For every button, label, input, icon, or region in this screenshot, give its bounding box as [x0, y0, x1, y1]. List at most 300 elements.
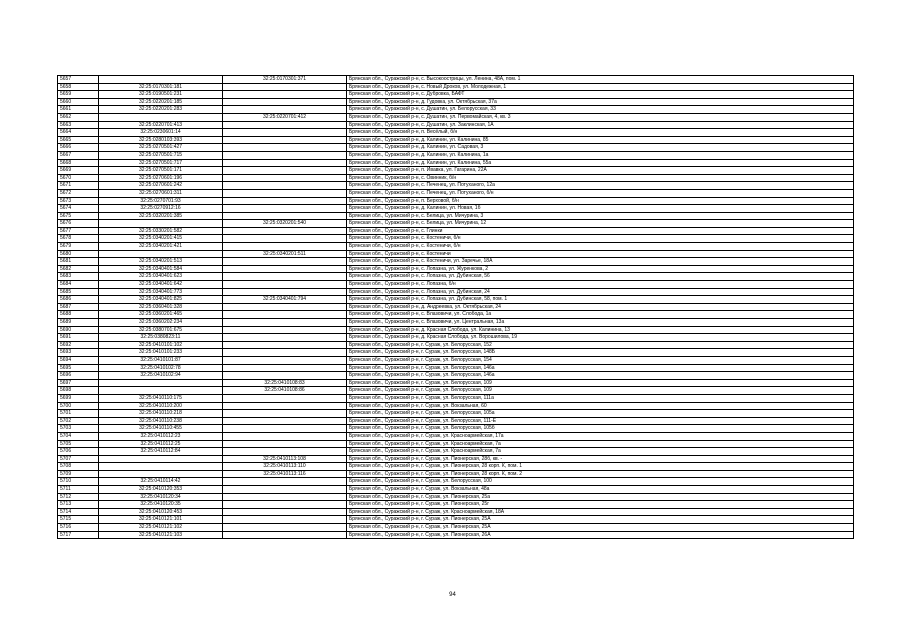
- cadastral-number-cell: 32:25:0230601:14: [99, 129, 223, 137]
- cadastral-number-cell: [99, 250, 223, 258]
- building-cadastral-number-cell: [223, 212, 347, 220]
- row-number-cell: 5659: [58, 91, 99, 99]
- address-cell: Брянская обл., Суражский р-н, г. Сураж, ул. Белорусская, 111а: [347, 394, 854, 402]
- address-cell: Брянская обл., Суражский р-н, п. Ивавка, ул. Гагарина, 22А: [347, 167, 854, 175]
- table-row: [58, 243, 854, 251]
- table-row: [58, 531, 854, 539]
- building-cadastral-number-cell: [223, 508, 347, 516]
- address-cell: Брянская обл., Суражский р-н, г. Сураж, ул. Пионерская, 28 корп. К, пом. 1: [347, 463, 854, 471]
- cadastral-number-cell: 32:25:0410101:233: [99, 349, 223, 357]
- row-number-cell: 5658: [58, 83, 99, 91]
- cadastral-number-cell: 32:25:0380701:675: [99, 326, 223, 334]
- table-row: [58, 425, 854, 433]
- address-cell: Брянская обл., Суражский р-н, г. Сураж, ул. Белорусская, 105а: [347, 410, 854, 418]
- table-row: [58, 258, 854, 266]
- cadastral-number-cell: 32:25:0340401:642: [99, 281, 223, 289]
- cadastral-number-cell: 32:25:0360201:465: [99, 311, 223, 319]
- address-cell: Брянская обл., Суражский р-н, с. Душатин, ул. Заклинская, 1А: [347, 121, 854, 129]
- row-number-cell: 5702: [58, 417, 99, 425]
- cadastral-number-cell: 32:25:0410102:78: [99, 364, 223, 372]
- address-cell: Брянская обл., Суражский р-н, с. Костеничи, б/н: [347, 243, 854, 251]
- cadastral-number-cell: 32:25:0410120:35: [99, 501, 223, 509]
- row-number-cell: 5665: [58, 136, 99, 144]
- address-cell: Брянская обл., Суражский р-н, с. Костеничи, б/н: [347, 235, 854, 243]
- row-number-cell: 5707: [58, 455, 99, 463]
- cadastral-number-cell: 32:25:0270501:427: [99, 144, 223, 152]
- building-cadastral-number-cell: 32:25:0410108:83: [223, 379, 347, 387]
- building-cadastral-number-cell: [223, 478, 347, 486]
- cadastral-number-cell: [99, 113, 223, 121]
- address-cell: Брянская обл., Суражский р-н, г. Сураж, ул. Пионерская, 25а: [347, 493, 854, 501]
- table-row: [58, 136, 854, 144]
- table-row: [58, 326, 854, 334]
- row-number-cell: 5692: [58, 341, 99, 349]
- cadastral-number-cell: 32:25:0410101:87: [99, 356, 223, 364]
- row-number-cell: 5689: [58, 319, 99, 327]
- table-row: [58, 113, 854, 121]
- table-row: [58, 478, 854, 486]
- table-row: [58, 167, 854, 175]
- row-number-cell: 5676: [58, 220, 99, 228]
- cadastral-number-cell: 32:25:0270701:93: [99, 197, 223, 205]
- registry-table: [57, 75, 854, 539]
- table-row: [58, 432, 854, 440]
- cadastral-number-cell: 32:25:0410120:34: [99, 493, 223, 501]
- table-row: [58, 486, 854, 494]
- cadastral-number-cell: [99, 387, 223, 395]
- row-number-cell: 5683: [58, 273, 99, 281]
- cadastral-number-cell: 32:25:0410112:23: [99, 432, 223, 440]
- address-cell: Брянская обл., Суражский р-н, г. Сураж, ул. Белорусская, 100: [347, 478, 854, 486]
- building-cadastral-number-cell: [223, 432, 347, 440]
- row-number-cell: 5699: [58, 394, 99, 402]
- table-row: [58, 212, 854, 220]
- building-cadastral-number-cell: [223, 182, 347, 190]
- cadastral-number-cell: 32:25:0410120:353: [99, 486, 223, 494]
- building-cadastral-number-cell: [223, 258, 347, 266]
- row-number-cell: 5675: [58, 212, 99, 220]
- cadastral-number-cell: 32:25:0410110:238: [99, 417, 223, 425]
- address-cell: Брянская обл., Суражский р-н, д. Калинин, ул. Садовая, 3: [347, 144, 854, 152]
- building-cadastral-number-cell: [223, 189, 347, 197]
- building-cadastral-number-cell: [223, 167, 347, 175]
- address-cell: Брянская обл., Суражский р-н, г. Сураж, ул. Пионерская, 25А: [347, 524, 854, 532]
- row-number-cell: 5663: [58, 121, 99, 129]
- building-cadastral-number-cell: [223, 326, 347, 334]
- row-number-cell: 5717: [58, 531, 99, 539]
- building-cadastral-number-cell: 32:25:0340201:511: [223, 250, 347, 258]
- building-cadastral-number-cell: [223, 364, 347, 372]
- row-number-cell: 5695: [58, 364, 99, 372]
- building-cadastral-number-cell: [223, 356, 347, 364]
- row-number-cell: 5667: [58, 151, 99, 159]
- building-cadastral-number-cell: 32:25:0410113:110: [223, 463, 347, 471]
- address-cell: Брянская обл., Суражский р-н, с. Белица, ул. Мичурина, 3: [347, 212, 854, 220]
- table-row: [58, 440, 854, 448]
- building-cadastral-number-cell: [223, 319, 347, 327]
- cadastral-number-cell: 32:25:0410121:103: [99, 531, 223, 539]
- building-cadastral-number-cell: [223, 281, 347, 289]
- table-row: [58, 493, 854, 501]
- row-number-cell: 5696: [58, 372, 99, 380]
- building-cadastral-number-cell: [223, 83, 347, 91]
- table-row: [58, 83, 854, 91]
- table-row: [58, 341, 854, 349]
- address-cell: Брянская обл., Суражский р-н, д. Калинин, ул. Новая, 1б: [347, 205, 854, 213]
- cadastral-number-cell: 32:25:0270912:16: [99, 205, 223, 213]
- row-number-cell: 5662: [58, 113, 99, 121]
- row-number-cell: 5686: [58, 296, 99, 304]
- cadastral-number-cell: 32:25:0410121:102: [99, 524, 223, 532]
- address-cell: Брянская обл., Суражский р-н, г. Сураж, ул. Белорусская, 105б: [347, 425, 854, 433]
- cadastral-number-cell: 32:25:0330201:582: [99, 227, 223, 235]
- row-number-cell: 5706: [58, 448, 99, 456]
- cadastral-number-cell: 32:25:0410120:453: [99, 508, 223, 516]
- table-row: [58, 235, 854, 243]
- table-row: [58, 319, 854, 327]
- building-cadastral-number-cell: [223, 98, 347, 106]
- address-cell: Брянская обл., Суражский р-н, с. Печенец, ул. Потуханого, б/н: [347, 189, 854, 197]
- address-cell: Брянская обл., Суражский р-н, с. Новый Дроков, ул. Молодежная, 1: [347, 83, 854, 91]
- address-cell: Брянская обл., Суражский р-н, г. Сураж, ул. Пионерская, 25А: [347, 516, 854, 524]
- table-row: [58, 76, 854, 84]
- cadastral-number-cell: 32:25:0410112:25: [99, 440, 223, 448]
- building-cadastral-number-cell: [223, 394, 347, 402]
- row-number-cell: 5693: [58, 349, 99, 357]
- address-cell: Брянская обл., Суражский р-н, с. Лопазна, ул. Журенкова, 2: [347, 265, 854, 273]
- row-number-cell: 5715: [58, 516, 99, 524]
- building-cadastral-number-cell: [223, 493, 347, 501]
- row-number-cell: 5664: [58, 129, 99, 137]
- row-number-cell: 5670: [58, 174, 99, 182]
- row-number-cell: 5682: [58, 265, 99, 273]
- cadastral-number-cell: 32:25:0270601:242: [99, 182, 223, 190]
- building-cadastral-number-cell: [223, 106, 347, 114]
- building-cadastral-number-cell: [223, 341, 347, 349]
- building-cadastral-number-cell: [223, 334, 347, 342]
- table-row: [58, 501, 854, 509]
- address-cell: Брянская обл., Суражский р-н, д. Калинин, ул. Калинина, 1а: [347, 151, 854, 159]
- address-cell: Брянская обл., Суражский р-н, г. Сураж, ул. Красноармейская, 17а: [347, 432, 854, 440]
- row-number-cell: 5669: [58, 167, 99, 175]
- address-cell: Брянская обл., Суражский р-н, с. Высокоострицы, ул. Ленина, 48А, пом. 1: [347, 76, 854, 84]
- table-row: [58, 106, 854, 114]
- cadastral-number-cell: 32:25:0270601:196: [99, 174, 223, 182]
- address-cell: Брянская обл., Суражский р-н, г. Сураж, ул. Вокзальная, 48а: [347, 486, 854, 494]
- table-row: [58, 402, 854, 410]
- building-cadastral-number-cell: [223, 402, 347, 410]
- row-number-cell: 5713: [58, 501, 99, 509]
- building-cadastral-number-cell: [223, 486, 347, 494]
- row-number-cell: 5705: [58, 440, 99, 448]
- building-cadastral-number-cell: [223, 91, 347, 99]
- row-number-cell: 5657: [58, 76, 99, 84]
- address-cell: Брянская обл., Суражский р-н, с. Печенец, ул. Потуханого, 12а: [347, 182, 854, 190]
- row-number-cell: 5716: [58, 524, 99, 532]
- building-cadastral-number-cell: [223, 174, 347, 182]
- address-cell: Брянская обл., Суражский р-н, с. Лопазна, ул. Дубинская, 58, пом. 1: [347, 296, 854, 304]
- cadastral-number-cell: 32:25:0410101:102: [99, 341, 223, 349]
- address-cell: Брянская обл., Суражский р-н, г. Сураж, ул. Белорусская, 154: [347, 356, 854, 364]
- table-row: [58, 394, 854, 402]
- building-cadastral-number-cell: 32:25:0410113:108: [223, 455, 347, 463]
- table-row: [58, 250, 854, 258]
- row-number-cell: 5698: [58, 387, 99, 395]
- cadastral-number-cell: 32:25:0340201:415: [99, 235, 223, 243]
- cadastral-number-cell: [99, 455, 223, 463]
- address-cell: Брянская обл., Суражский р-н, с. Дубровка, БАФТ: [347, 91, 854, 99]
- building-cadastral-number-cell: 32:25:0320201:540: [223, 220, 347, 228]
- row-number-cell: 5677: [58, 227, 99, 235]
- address-cell: Брянская обл., Суражский р-н, д. Красная Слобода, ул. Калинина, 13: [347, 326, 854, 334]
- cadastral-number-cell: [99, 76, 223, 84]
- table-row: [58, 174, 854, 182]
- cadastral-number-cell: 32:25:0410114:42: [99, 478, 223, 486]
- address-cell: Брянская обл., Суражский р-н, д. Красная Слобода, ул. Ворошилова, 19: [347, 334, 854, 342]
- building-cadastral-number-cell: [223, 136, 347, 144]
- address-cell: Брянская обл., Суражский р-н, с. Белица, ул. Мичурина, 12: [347, 220, 854, 228]
- cadastral-number-cell: 32:25:0360401:328: [99, 303, 223, 311]
- table-row: [58, 159, 854, 167]
- address-cell: Брянская обл., Суражский р-н, г. Сураж, ул. Вокзальная, 60: [347, 402, 854, 410]
- address-cell: Брянская обл., Суражский р-н, д. Калинин, ул. Калинина, 55а: [347, 159, 854, 167]
- table-row: [58, 349, 854, 357]
- row-number-cell: 5681: [58, 258, 99, 266]
- address-cell: Брянская обл., Суражский р-н, г. Сураж, ул. Белорусская, 109: [347, 379, 854, 387]
- table-row: [58, 189, 854, 197]
- row-number-cell: 5688: [58, 311, 99, 319]
- table-row: [58, 227, 854, 235]
- cadastral-number-cell: 32:25:0220201:283: [99, 106, 223, 114]
- address-cell: Брянская обл., Суражский р-н, г. Сураж, ул. Пионерская, 28б, кв. -: [347, 455, 854, 463]
- table-row: [58, 220, 854, 228]
- row-number-cell: 5687: [58, 303, 99, 311]
- address-cell: Брянская обл., Суражский р-н, г. Сураж, ул. Белорусская, 146а: [347, 364, 854, 372]
- building-cadastral-number-cell: [223, 288, 347, 296]
- building-cadastral-number-cell: 32:25:0220701:412: [223, 113, 347, 121]
- cadastral-number-cell: 32:25:0340401:773: [99, 288, 223, 296]
- row-number-cell: 5712: [58, 493, 99, 501]
- row-number-cell: 5660: [58, 98, 99, 106]
- address-cell: Брянская обл., Суражский р-н, с. Глинки: [347, 227, 854, 235]
- table-row: [58, 129, 854, 137]
- building-cadastral-number-cell: [223, 531, 347, 539]
- building-cadastral-number-cell: [223, 440, 347, 448]
- row-number-cell: 5666: [58, 144, 99, 152]
- table-row: [58, 524, 854, 532]
- table-row: [58, 273, 854, 281]
- building-cadastral-number-cell: 32:25:0410108:86: [223, 387, 347, 395]
- cadastral-number-cell: 32:25:0340401:623: [99, 273, 223, 281]
- address-cell: Брянская обл., Суражский р-н, с. Влазовичи, ул. Слобода, 1а: [347, 311, 854, 319]
- building-cadastral-number-cell: [223, 265, 347, 273]
- table-row: [58, 410, 854, 418]
- table-row: [58, 372, 854, 380]
- cadastral-number-cell: 32:25:0320201:385: [99, 212, 223, 220]
- table-row: [58, 288, 854, 296]
- building-cadastral-number-cell: [223, 129, 347, 137]
- address-cell: Брянская обл., Суражский р-н, г. Сураж, ул. Пионерская, 25г: [347, 501, 854, 509]
- address-cell: Брянская обл., Суражский р-н, с. Душатин, ул. Белорусская, 33: [347, 106, 854, 114]
- cadastral-number-cell: 32:25:0410112:84: [99, 448, 223, 456]
- address-cell: Брянская обл., Суражский р-н, г. Сураж, ул. Белорусская, 152: [347, 341, 854, 349]
- address-cell: Брянская обл., Суражский р-н, с. Влазовичи, ул. Центральная, 13а: [347, 319, 854, 327]
- building-cadastral-number-cell: [223, 524, 347, 532]
- row-number-cell: 5711: [58, 486, 99, 494]
- cadastral-number-cell: 32:25:0380823:11: [99, 334, 223, 342]
- address-cell: Брянская обл., Суражский р-н, д. Гудовка, ул. Октябрьская, 37а: [347, 98, 854, 106]
- address-cell: Брянская обл., Суражский р-н, г. Сураж, ул. Пионерская, 26А: [347, 531, 854, 539]
- row-number-cell: 5678: [58, 235, 99, 243]
- row-number-cell: 5690: [58, 326, 99, 334]
- table-row: [58, 448, 854, 456]
- building-cadastral-number-cell: [223, 311, 347, 319]
- row-number-cell: 5700: [58, 402, 99, 410]
- building-cadastral-number-cell: [223, 372, 347, 380]
- row-number-cell: 5684: [58, 281, 99, 289]
- building-cadastral-number-cell: [223, 410, 347, 418]
- row-number-cell: 5691: [58, 334, 99, 342]
- building-cadastral-number-cell: [223, 235, 347, 243]
- table-row: [58, 356, 854, 364]
- row-number-cell: 5704: [58, 432, 99, 440]
- building-cadastral-number-cell: [223, 448, 347, 456]
- building-cadastral-number-cell: [223, 425, 347, 433]
- address-cell: Брянская обл., Суражский р-н, г. Сураж, ул. Белорусская, 109: [347, 387, 854, 395]
- row-number-cell: 5685: [58, 288, 99, 296]
- address-cell: Брянская обл., Суражский р-н, с. Костеничи, ул. Заречье, 18А: [347, 258, 854, 266]
- page-number: 94: [449, 592, 456, 598]
- row-number-cell: 5674: [58, 205, 99, 213]
- row-number-cell: 5668: [58, 159, 99, 167]
- row-number-cell: 5701: [58, 410, 99, 418]
- table-row: [58, 417, 854, 425]
- table-row: [58, 121, 854, 129]
- row-number-cell: 5694: [58, 356, 99, 364]
- table-row: [58, 364, 854, 372]
- cadastral-number-cell: 32:25:0220201:185: [99, 98, 223, 106]
- cadastral-number-cell: [99, 470, 223, 478]
- building-cadastral-number-cell: [223, 197, 347, 205]
- table-row: [58, 91, 854, 99]
- building-cadastral-number-cell: [223, 205, 347, 213]
- row-number-cell: 5697: [58, 379, 99, 387]
- building-cadastral-number-cell: [223, 227, 347, 235]
- row-number-cell: 5661: [58, 106, 99, 114]
- table-row: [58, 334, 854, 342]
- table-row: [58, 281, 854, 289]
- table-row: [58, 516, 854, 524]
- table-row: [58, 144, 854, 152]
- address-cell: Брянская обл., Суражский р-н, г. Сураж, ул. Красноармейская, 18А: [347, 508, 854, 516]
- cadastral-number-cell: 32:25:0270501:715: [99, 151, 223, 159]
- table-row: [58, 197, 854, 205]
- building-cadastral-number-cell: [223, 516, 347, 524]
- table-row: [58, 182, 854, 190]
- building-cadastral-number-cell: [223, 144, 347, 152]
- table-row: [58, 508, 854, 516]
- table-row: [58, 379, 854, 387]
- cadastral-number-cell: 32:25:0410110:455: [99, 425, 223, 433]
- row-number-cell: 5672: [58, 189, 99, 197]
- address-cell: Брянская обл., Суражский р-н, п. Берховой, б/н: [347, 197, 854, 205]
- address-cell: Брянская обл., Суражский р-н, г. Сураж, ул. Красноармейская, 7а: [347, 448, 854, 456]
- table-row: [58, 265, 854, 273]
- row-number-cell: 5680: [58, 250, 99, 258]
- cadastral-number-cell: 32:25:0410102:94: [99, 372, 223, 380]
- table-row: [58, 470, 854, 478]
- address-cell: Брянская обл., Суражский р-н, с. Овинник, б/н: [347, 174, 854, 182]
- cadastral-number-cell: [99, 379, 223, 387]
- address-cell: Брянская обл., Суражский р-н, д. Андреевка, ул. Октябрьская, 24: [347, 303, 854, 311]
- cadastral-number-cell: 32:25:0340401:584: [99, 265, 223, 273]
- cadastral-number-cell: 32:25:0410110:200: [99, 402, 223, 410]
- table-row: [58, 387, 854, 395]
- cadastral-number-cell: 32:25:0190501:231: [99, 91, 223, 99]
- cadastral-number-cell: 32:25:0410110:218: [99, 410, 223, 418]
- cadastral-number-cell: 32:25:0280103:393: [99, 136, 223, 144]
- cadastral-number-cell: 32:25:0340401:825: [99, 296, 223, 304]
- row-number-cell: 5710: [58, 478, 99, 486]
- row-number-cell: 5671: [58, 182, 99, 190]
- row-number-cell: 5679: [58, 243, 99, 251]
- table-row: [58, 455, 854, 463]
- building-cadastral-number-cell: [223, 159, 347, 167]
- table-row: [58, 296, 854, 304]
- address-cell: Брянская обл., Суражский р-н, с. Лопазна, б/н: [347, 281, 854, 289]
- building-cadastral-number-cell: 32:25:0410113:116: [223, 470, 347, 478]
- cadastral-number-cell: 32:25:0410121:101: [99, 516, 223, 524]
- row-number-cell: 5708: [58, 463, 99, 471]
- address-cell: Брянская обл., Суражский р-н, п. Весёлый, б/н: [347, 129, 854, 137]
- address-cell: Брянская обл., Суражский р-н, с. Костеничи: [347, 250, 854, 258]
- address-cell: Брянская обл., Суражский р-н, с. Лопазна, ул. Дубинская, 56: [347, 273, 854, 281]
- building-cadastral-number-cell: 32:25:0340401:794: [223, 296, 347, 304]
- building-cadastral-number-cell: [223, 349, 347, 357]
- row-number-cell: 5709: [58, 470, 99, 478]
- address-cell: Брянская обл., Суражский р-н, д. Калинин, ул. Калинина, 85: [347, 136, 854, 144]
- building-cadastral-number-cell: [223, 273, 347, 281]
- registry-table-body: [58, 76, 854, 539]
- address-cell: Брянская обл., Суражский р-н, с. Душатин, ул. Первомайская, 4, кв. 3: [347, 113, 854, 121]
- table-row: [58, 98, 854, 106]
- table-row: [58, 151, 854, 159]
- cadastral-number-cell: 32:25:0340201:421: [99, 243, 223, 251]
- building-cadastral-number-cell: [223, 121, 347, 129]
- address-cell: Брянская обл., Суражский р-н, г. Сураж, ул. Белорусская, 148Б: [347, 349, 854, 357]
- building-cadastral-number-cell: [223, 501, 347, 509]
- building-cadastral-number-cell: [223, 151, 347, 159]
- cadastral-number-cell: [99, 463, 223, 471]
- cadastral-number-cell: 32:25:0360202:234: [99, 319, 223, 327]
- cadastral-number-cell: 32:25:0220701:413: [99, 121, 223, 129]
- row-number-cell: 5673: [58, 197, 99, 205]
- cadastral-number-cell: 32:25:0340201:513: [99, 258, 223, 266]
- cadastral-number-cell: 32:25:0410110:175: [99, 394, 223, 402]
- row-number-cell: 5703: [58, 425, 99, 433]
- row-number-cell: 5714: [58, 508, 99, 516]
- address-cell: Брянская обл., Суражский р-н, г. Сураж, ул. Белорусская, 146а: [347, 372, 854, 380]
- address-cell: Брянская обл., Суражский р-н, г. Сураж, ул. Белорусская, 111-Е: [347, 417, 854, 425]
- table-row: [58, 205, 854, 213]
- cadastral-number-cell: 32:25:0270501:171: [99, 167, 223, 175]
- table-row: [58, 311, 854, 319]
- cadastral-number-cell: 32:25:0270601:311: [99, 189, 223, 197]
- building-cadastral-number-cell: 32:25:0170301:371: [223, 76, 347, 84]
- cadastral-number-cell: 32:25:0270501:717: [99, 159, 223, 167]
- building-cadastral-number-cell: [223, 243, 347, 251]
- cadastral-number-cell: [99, 220, 223, 228]
